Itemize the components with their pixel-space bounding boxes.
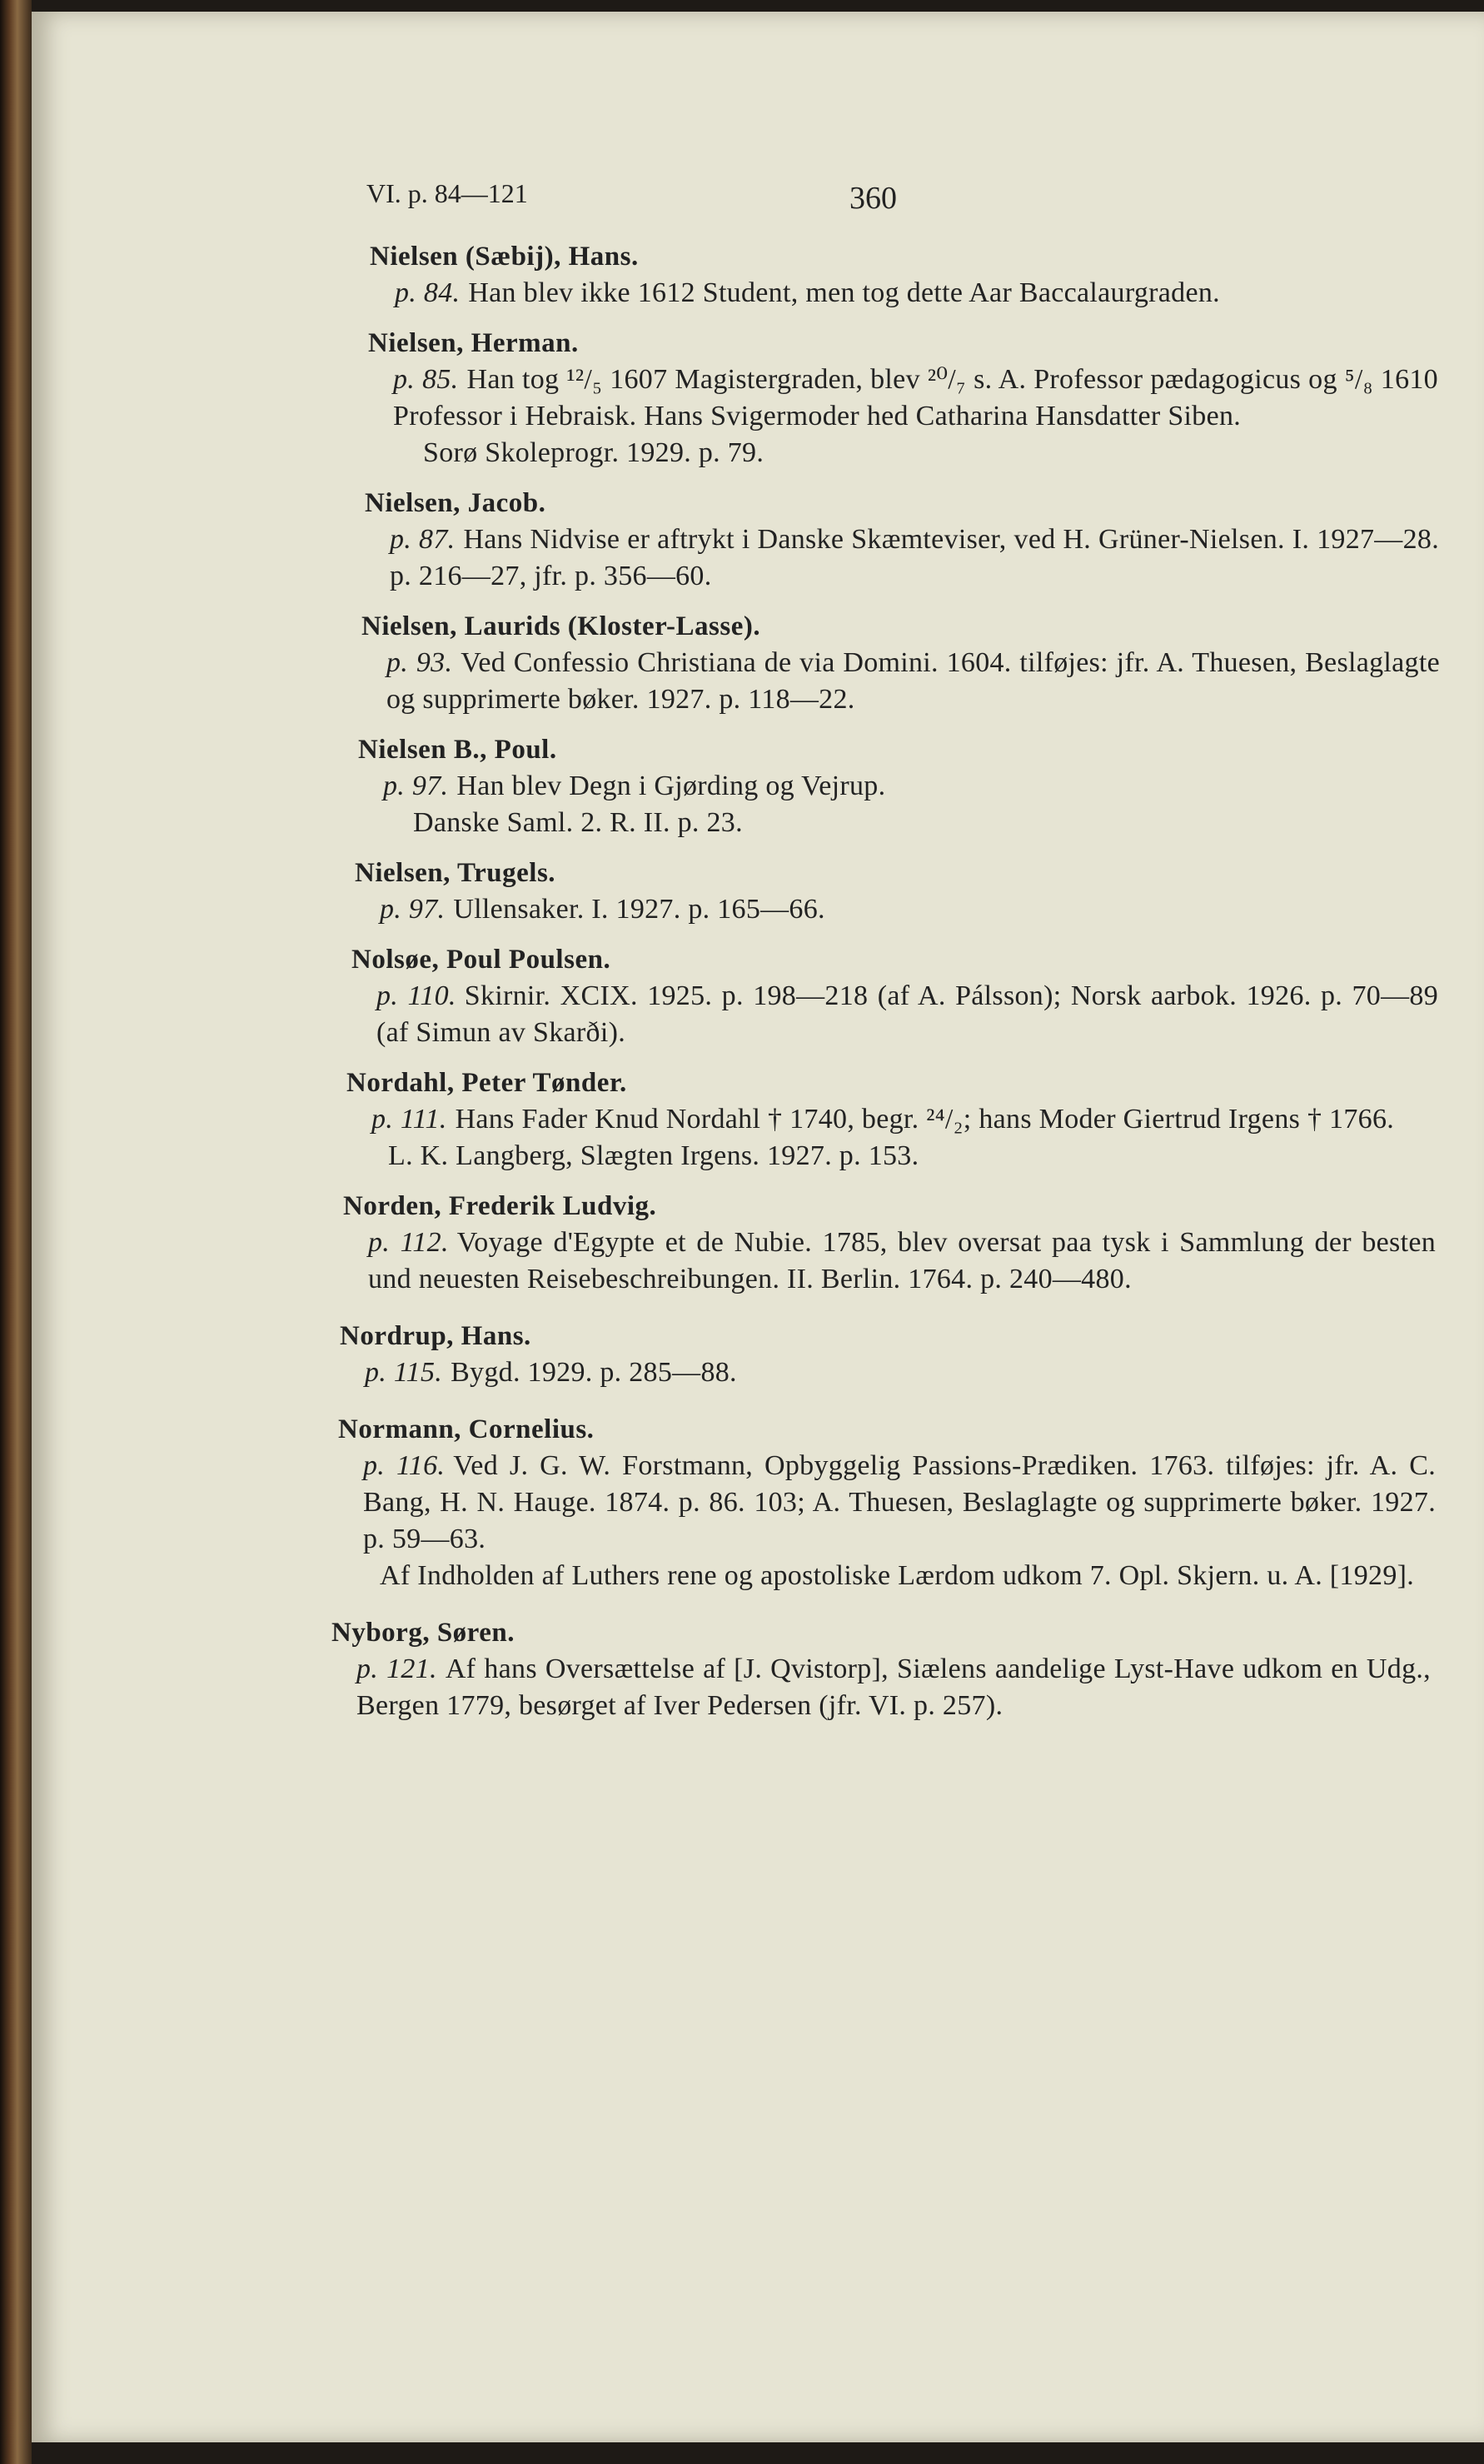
entry-body: Voyage d'Egypte et de Nubie. 1785, blev oversat paa tysk i Sammlung der besten und neuesten Reisebeschreibungen. II. Berlin. 1764. p. 240—480. [368, 1227, 1437, 1294]
entry-name: Nordrup, Hans. [340, 1321, 531, 1351]
entry-text [361, 645, 1440, 718]
entry-nordrup-hans [340, 1318, 1436, 1391]
entry-name: Nielsen, Herman. [368, 328, 579, 358]
entry-nyborg-soren [331, 1614, 1431, 1724]
page-ref: p. 116. [363, 1450, 446, 1481]
entry-body: Ved J. G. W. Forstmann, Opbyggelig Passions-Prædiken. 1763. tilføjes: jfr. A. C. Bang, H. N. Hauge. 1874. p. 86. 103; A. Thuesen, Beslaglagte og supprimerte bøker. 1927. p. 59—63. [363, 1450, 1437, 1554]
page-ref: p. 97. [380, 894, 446, 925]
entry-nielsen-hans [370, 238, 1436, 312]
entry-body: Ullensaker. I. 1927. p. 165—66. [453, 894, 825, 925]
entry-nordahl-peter [346, 1065, 1437, 1175]
entry-nolsoe-poul [351, 941, 1438, 1051]
running-head-range: VI. p. 84—121 [366, 178, 528, 208]
entry-source-note: Af Indholden af Luthers rene og apostoliske Lærdom udkom 7. Opl. Skjern. u. A. [1929]. [380, 1560, 1415, 1591]
entry-normann-cornelius [338, 1411, 1436, 1594]
entry-text [340, 1354, 1436, 1391]
entry-text [368, 362, 1438, 435]
entry-body: Skirnir. XCIX. 1925. p. 198—218 (af A. Pálsson); Norsk aarbok. 1926. p. 70—89 (af Simun av Skarði). [376, 980, 1439, 1048]
book-spine [0, 0, 32, 2464]
entry-body: Af hans Oversættelse af [J. Qvistorp], Siælens aandelige Lyst-Have udkom en Udg., Bergen 1779, besørget af Iver Pedersen (jfr. VI. p. 257). [356, 1653, 1431, 1721]
page-ref: p. 112. [368, 1227, 449, 1258]
entry-text [370, 275, 1436, 312]
entry-text [331, 1651, 1431, 1724]
page-ref: p. 97. [383, 771, 449, 801]
entry-body: Han blev Degn i Gjørding og Vejrup. [456, 771, 886, 801]
entry-source-note: Sorø Skoleprogr. 1929. p. 79. [423, 437, 764, 468]
page-ref: p. 85. [393, 364, 459, 395]
entry-name: Nielsen, Laurids (Kloster-Lasse). [361, 611, 761, 641]
entry-nielsen-poul [358, 731, 1437, 841]
entry-name: Nielsen, Trugels. [355, 858, 556, 888]
entry-norden-frederik [343, 1188, 1436, 1298]
page-ref: p. 84. [395, 277, 461, 308]
entry-body: Bygd. 1929. p. 285—88. [451, 1357, 737, 1388]
entry-name: Nielsen (Sæbij), Hans. [370, 242, 639, 272]
entry-text [358, 768, 1437, 805]
page-text [333, 175, 1441, 1724]
entry-text [355, 891, 1437, 928]
entry-body: Hans Fader Knud Nordahl † 1740, begr. ²⁴/₂; hans Moder Giertrud Irgens † 1766. [455, 1104, 1395, 1135]
page-ref: p. 110. [376, 980, 456, 1011]
entry-body: Han blev ikke 1612 Student, men tog dette Aar Baccalaurgraden. [468, 277, 1220, 308]
entry-nielsen-laurids [361, 608, 1440, 718]
entry-text [338, 1448, 1436, 1558]
entry-name: Norden, Frederik Ludvig. [343, 1191, 657, 1221]
entry-text [346, 1101, 1437, 1138]
entry-nielsen-jacob [365, 485, 1439, 595]
entry-name: Nielsen, Jacob. [365, 488, 546, 518]
entry-name: Nordahl, Peter Tønder. [346, 1068, 627, 1098]
page-number: 360 [849, 181, 897, 216]
running-head [333, 175, 1441, 225]
page-ref: p. 121. [356, 1653, 437, 1684]
page-ref: p. 87. [390, 524, 456, 555]
page-ref: p. 93. [386, 647, 453, 678]
entry-source-note: Danske Saml. 2. R. II. p. 23. [413, 807, 743, 838]
entry-name: Nyborg, Søren. [331, 1618, 515, 1648]
entry-name: Normann, Cornelius. [338, 1414, 595, 1444]
page-ref: p. 115. [365, 1357, 443, 1388]
entry-body: Ved Confessio Christiana de via Domini. 1604. tilføjes: jfr. A. Thuesen, Beslaglagte og supprimerte bøker. 1927. p. 118—22. [386, 647, 1440, 715]
entry-body: Han tog ¹²/₅ 1607 Magistergraden, blev ²⁰/₇ s. A. Professor pædagogicus og ⁵/₈ 1610 Professor i Hebraisk. Hans Svigermoder hed Catharina Hansdatter Siben. [393, 364, 1438, 431]
entry-text [365, 521, 1439, 595]
entry-name: Nielsen B., Poul. [358, 735, 557, 765]
entry-nielsen-herman [368, 325, 1438, 471]
entry-body: Hans Nidvise er aftrykt i Danske Skæmteviser, ved H. Grüner-Nielsen. I. 1927—28. p. 216—27, jfr. p. 356—60. [390, 524, 1439, 591]
entry-text [343, 1225, 1436, 1298]
entry-nielsen-trugels [355, 855, 1437, 928]
entry-text [351, 978, 1438, 1051]
entry-source-note: L. K. Langberg, Slægten Irgens. 1927. p. 153. [388, 1140, 919, 1171]
entry-name: Nolsøe, Poul Poulsen. [351, 945, 611, 975]
page-ref: p. 111. [371, 1104, 447, 1135]
